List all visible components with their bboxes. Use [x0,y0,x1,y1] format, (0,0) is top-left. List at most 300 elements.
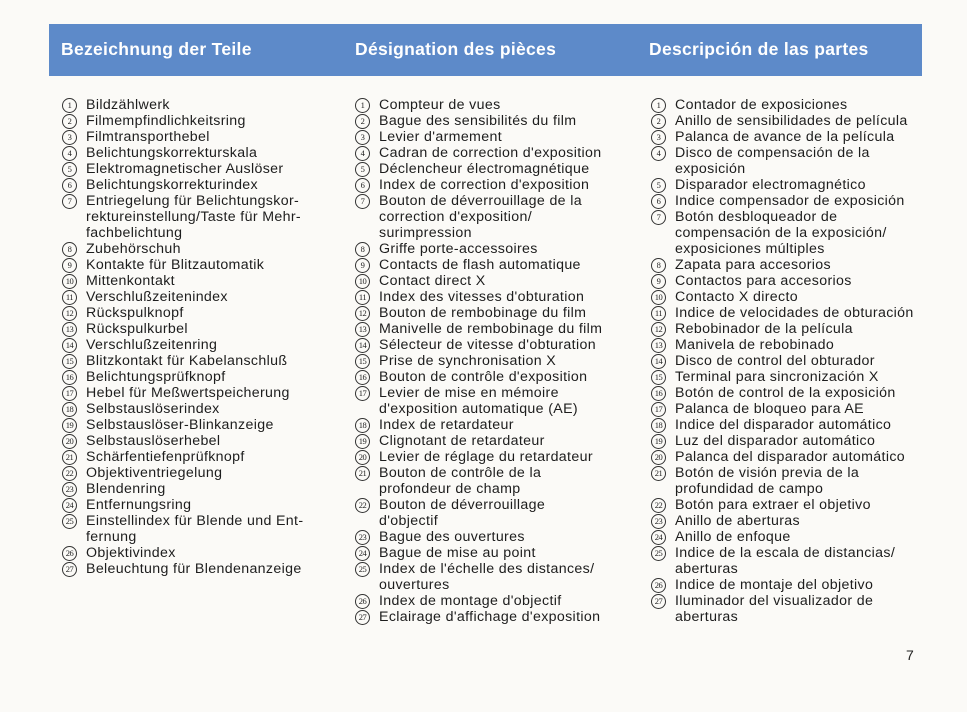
item-number-badge: 13 [651,338,666,353]
item-label-line: Sélecteur de vitesse d'obturation [379,337,596,353]
item-label [675,305,941,321]
item-label [379,241,625,257]
item-label [86,417,332,433]
item-label [379,369,625,385]
part-list-item [355,609,625,625]
item-number-badge: 12 [355,306,370,321]
item-number-badge: 14 [62,338,77,353]
part-list-item [62,417,332,433]
item-label [675,353,941,369]
item-label-line: Botón para extraer el objetivo [675,497,871,513]
item-number-badge: 9 [62,258,77,273]
item-label [86,273,332,289]
part-list-item [651,385,941,401]
item-label-line: Hebel für Meßwertspeicherung [86,385,290,401]
part-list-item [355,353,625,369]
item-label [675,545,941,577]
item-number-badge: 15 [355,354,370,369]
item-label-line: Terminal para sincronización X [675,369,879,385]
item-label [675,449,941,465]
part-list-item [62,401,332,417]
item-label-line: Indice de la escala de distancias/ [675,545,896,561]
item-number-badge: 11 [651,306,666,321]
item-number-badge: 20 [651,450,666,465]
item-label [675,529,941,545]
item-label [86,385,332,401]
item-number-badge: 3 [62,130,77,145]
item-label-line: Cadran de correction d'exposition [379,145,602,161]
item-number-badge: 8 [651,258,666,273]
item-label [675,257,941,273]
item-label-line: Bague de mise au point [379,545,536,561]
item-number-badge: 20 [355,450,370,465]
item-label [675,321,941,337]
part-list-item [62,321,332,337]
item-label-line: Rückspulknopf [86,305,184,321]
item-label [675,369,941,385]
item-label-line: Manivela de rebobinado [675,337,835,353]
item-label [86,97,332,113]
item-label-line: Luz del disparador automático [675,433,876,449]
part-list-item [651,321,941,337]
item-label-line: Bouton de déverrouillage [379,497,546,513]
item-label-line: Disparador electromagnético [675,177,866,193]
item-number-badge: 7 [651,210,666,225]
item-number-badge: 6 [62,178,77,193]
part-list-item [355,529,625,545]
part-list-item [62,449,332,465]
item-label [675,497,941,513]
header-spanish: Descripción de las partes [649,39,869,59]
item-label-line: Déclencheur électromagnétique [379,161,590,177]
item-number-badge: 14 [355,338,370,353]
item-number-badge: 6 [651,194,666,209]
item-number-badge: 1 [651,98,666,113]
item-label-line: surimpression [379,225,472,241]
item-number-badge: 3 [651,130,666,145]
item-number-badge: 9 [355,258,370,273]
item-label [675,465,941,497]
item-number-badge: 2 [62,114,77,129]
item-label [379,545,625,561]
item-number-badge: 19 [651,434,666,449]
parts-list-spanish [651,97,941,625]
item-number-badge: 9 [651,274,666,289]
item-label [86,513,332,545]
item-label-line: Levier de réglage du retardateur [379,449,593,465]
item-label [379,417,625,433]
item-label-line: Contacto X directo [675,289,799,305]
item-label-line: Contador de exposiciones [675,97,848,113]
item-number-badge: 24 [355,546,370,561]
item-label-line: Index des vitesses d'obturation [379,289,585,305]
item-number-badge: 22 [651,498,666,513]
item-label-line: aberturas [675,609,739,625]
item-label [675,177,941,193]
item-number-badge: 17 [62,386,77,401]
item-number-badge: 27 [62,562,77,577]
part-list-item [355,113,625,129]
item-number-badge: 6 [355,178,370,193]
item-label-line: Contacts de flash automatique [379,257,581,273]
part-list-item [355,273,625,289]
part-list-item [651,529,941,545]
item-label [379,385,625,417]
item-number-badge: 26 [355,594,370,609]
part-list-item [651,145,941,177]
part-list-item [355,257,625,273]
item-number-badge: 3 [355,130,370,145]
item-label [379,529,625,545]
item-label [675,97,941,113]
item-label-line: Iluminador del visualizador de [675,593,874,609]
section-header-bar [49,24,922,76]
item-label [675,417,941,433]
part-list-item [355,593,625,609]
item-label-line: Objektivindex [86,545,176,561]
item-label-line: Griffe porte-accessoires [379,241,538,257]
item-label [675,593,941,625]
item-label [379,273,625,289]
item-number-badge: 16 [62,370,77,385]
item-label-line: Anillo de aberturas [675,513,800,529]
item-label [675,433,941,449]
item-label-line: Einstellindex für Blende und Ent- [86,513,304,529]
part-list-item [355,145,625,161]
item-label [379,497,625,529]
item-label-line: Manivelle de rembobinage du film [379,321,603,337]
item-number-badge: 25 [651,546,666,561]
item-label-line: Botón de visión previa de la [675,465,860,481]
item-number-badge: 24 [62,498,77,513]
item-label [86,241,332,257]
item-label [379,145,625,161]
item-label [379,305,625,321]
item-number-badge: 15 [62,354,77,369]
item-label-line: correction d'exposition/ [379,209,533,225]
item-number-badge: 25 [62,514,77,529]
part-list-item [651,401,941,417]
part-list-item [355,545,625,561]
item-number-badge: 12 [651,322,666,337]
item-label [675,337,941,353]
item-label [86,353,332,369]
item-label-line: Anillo de sensibilidades de película [675,113,908,129]
item-label-line: Bouton de déverrouillage de la [379,193,582,209]
item-number-badge: 18 [62,402,77,417]
item-number-badge: 14 [651,354,666,369]
item-number-badge: 4 [355,146,370,161]
item-label-line: Belichtungsprüfknopf [86,369,226,385]
part-list-item [62,497,332,513]
item-label-line: Zubehörschuh [86,241,181,257]
item-label-line: Schärfentiefenprüfknopf [86,449,245,465]
part-list-item [651,353,941,369]
part-list-item [62,465,332,481]
part-list-item [62,369,332,385]
item-label-line: Index de retardateur [379,417,514,433]
item-number-badge: 16 [651,386,666,401]
item-number-badge: 4 [62,146,77,161]
part-list-item [651,193,941,209]
part-list-item [355,193,625,241]
item-label-line: Botón desbloqueador de [675,209,838,225]
item-label-line: Rückspulkurbel [86,321,188,337]
part-list-item [62,337,332,353]
item-label-line: Bague des sensibilités du film [379,113,577,129]
part-list-item [651,129,941,145]
part-list-item [651,513,941,529]
item-label-line: Mittenkontakt [86,273,175,289]
item-label-line: Belichtungskorrekturskala [86,145,258,161]
part-list-item [355,433,625,449]
item-number-badge: 23 [651,514,666,529]
part-list-item [651,257,941,273]
item-label-line: Compteur de vues [379,97,501,113]
item-label [379,177,625,193]
part-list-item [651,497,941,513]
part-list-item [651,97,941,113]
item-label [86,177,332,193]
item-label-line: Bouton de contrôle de la [379,465,542,481]
part-list-item [62,385,332,401]
item-label [379,113,625,129]
item-number-badge: 24 [651,530,666,545]
item-number-badge: 15 [651,370,666,385]
part-list-item [355,465,625,497]
item-label-line: Objektiventriegelung [86,465,223,481]
item-number-badge: 5 [651,178,666,193]
item-label [675,273,941,289]
part-list-item [651,209,941,257]
item-number-badge: 12 [62,306,77,321]
part-list-item [651,465,941,497]
item-number-badge: 21 [651,466,666,481]
item-label [379,257,625,273]
item-number-badge: 18 [355,418,370,433]
part-list-item [62,97,332,113]
item-number-badge: 13 [62,322,77,337]
item-label-line: Blendenring [86,481,166,497]
item-label-line: Beleuchtung für Blendenanzeige [86,561,302,577]
item-label [86,321,332,337]
item-label-line: Index de correction d'exposition [379,177,590,193]
item-number-badge: 27 [651,594,666,609]
item-label [379,465,625,497]
part-list-item [62,289,332,305]
item-label-line: Verschlußzeitenring [86,337,218,353]
item-label [675,577,941,593]
part-list-item [62,481,332,497]
item-label-line: Elektromagnetischer Auslöser [86,161,284,177]
item-label [675,209,941,257]
item-label-line: Filmempfindlichkeitsring [86,113,246,129]
part-list-item [62,145,332,161]
part-list-item [62,129,332,145]
part-list-item [62,257,332,273]
part-list-item [355,561,625,593]
item-number-badge: 1 [355,98,370,113]
item-label-line: Prise de synchronisation X [379,353,557,369]
part-list-item [651,337,941,353]
item-label [675,145,941,177]
part-list-item [651,273,941,289]
item-label-line: Zapata para accesorios [675,257,831,273]
item-label-line: Index de l'échelle des distances/ [379,561,595,577]
header-french: Désignation des pièces [355,39,557,59]
part-list-item [651,433,941,449]
item-number-badge: 4 [651,146,666,161]
item-number-badge: 17 [355,386,370,401]
item-label-line: Bouton de rembobinage du film [379,305,587,321]
item-number-badge: 21 [62,450,77,465]
item-number-badge: 13 [355,322,370,337]
item-label [86,449,332,465]
part-list-item [355,369,625,385]
item-label-line: Selbstauslöser-Blinkanzeige [86,417,274,433]
item-number-badge: 11 [355,290,370,305]
item-number-badge: 17 [651,402,666,417]
part-list-item [651,289,941,305]
item-number-badge: 1 [62,98,77,113]
item-number-badge: 21 [355,466,370,481]
item-label-line: Levier d'armement [379,129,502,145]
item-label-line: fachbelichtung [86,225,183,241]
item-number-badge: 11 [62,290,77,305]
item-label-line: Clignotant de retardateur [379,433,545,449]
item-label [86,545,332,561]
item-label [86,305,332,321]
item-number-badge: 5 [62,162,77,177]
item-label-line: Blitzkontakt für Kabelanschluß [86,353,288,369]
item-number-badge: 7 [355,194,370,209]
item-label-line: Palanca de bloqueo para AE [675,401,864,417]
item-label-line: Botón de control de la exposición [675,385,896,401]
item-label-line: aberturas [675,561,739,577]
item-label-line: Indice de montaje del objetivo [675,577,874,593]
item-label [379,161,625,177]
part-list-item [651,305,941,321]
part-list-item [355,385,625,417]
item-label [379,433,625,449]
item-label-line: Kontakte für Blitzautomatik [86,257,265,273]
item-label [675,129,941,145]
item-label [675,193,941,209]
item-label [86,401,332,417]
item-label-line: profondeur de champ [379,481,521,497]
part-list-item [651,177,941,193]
item-number-badge: 8 [355,242,370,257]
item-label-line: Eclairage d'affichage d'exposition [379,609,601,625]
item-label [86,561,332,577]
part-list-item [651,417,941,433]
item-number-badge: 10 [651,290,666,305]
item-label [86,481,332,497]
item-number-badge: 27 [355,610,370,625]
item-label-line: d'exposition automatique (AE) [379,401,578,417]
item-number-badge: 22 [355,498,370,513]
item-label [675,513,941,529]
item-label-line: Rebobinador de la película [675,321,853,337]
part-list-item [355,417,625,433]
item-number-badge: 23 [62,482,77,497]
item-label-line: Indice compensador de exposición [675,193,905,209]
item-label [86,145,332,161]
item-label-line: exposiciones múltiples [675,241,825,257]
item-label-line: d'objectif [379,513,439,529]
part-list-item [651,113,941,129]
item-label-line: Disco de control del obturador [675,353,875,369]
item-label [379,449,625,465]
part-list-item [651,545,941,577]
item-number-badge: 22 [62,466,77,481]
item-label [379,321,625,337]
item-label-line: Entriegelung für Belichtungskor- [86,193,300,209]
item-label [379,609,625,625]
item-number-badge: 16 [355,370,370,385]
item-label [379,97,625,113]
part-list-item [62,513,332,545]
part-list-item [355,321,625,337]
item-label-line: Contact direct X [379,273,486,289]
item-number-badge: 26 [651,578,666,593]
item-label [379,129,625,145]
item-number-badge: 7 [62,194,77,209]
item-label [86,433,332,449]
item-label-line: Selbstauslöserindex [86,401,220,417]
part-list-item [355,177,625,193]
part-list-item [355,305,625,321]
item-number-badge: 2 [355,114,370,129]
parts-list-french [355,97,625,625]
item-label [86,161,332,177]
item-label-line: Palanca del disparador automático [675,449,906,465]
item-number-badge: 25 [355,562,370,577]
item-label [379,289,625,305]
item-label-line: ouvertures [379,577,450,593]
item-label-line: rektureinstellung/Taste für Mehr- [86,209,301,225]
part-list-item [62,177,332,193]
item-label [86,497,332,513]
part-list-item [62,113,332,129]
header-german: Bezeichnung der Teile [61,39,252,59]
parts-list-german [62,97,332,577]
part-list-item [355,241,625,257]
item-label-line: compensación de la exposición/ [675,225,887,241]
item-number-badge: 20 [62,434,77,449]
part-list-item [62,161,332,177]
item-label [675,401,941,417]
item-label-line: Contactos para accesorios [675,273,852,289]
part-list-item [651,577,941,593]
item-label-line: Entfernungsring [86,497,192,513]
item-label-line: Indice del disparador automático [675,417,892,433]
item-label [379,193,625,241]
item-number-badge: 26 [62,546,77,561]
part-list-item [651,369,941,385]
part-list-item [62,353,332,369]
item-label [86,369,332,385]
item-label [86,257,332,273]
item-label-line: Palanca de avance de la película [675,129,895,145]
part-list-item [62,433,332,449]
part-list-item [62,193,332,241]
page-number: 7 [906,647,914,663]
item-label [379,353,625,369]
item-number-badge: 18 [651,418,666,433]
item-label-line: Filmtransporthebel [86,129,210,145]
part-list-item [355,497,625,529]
